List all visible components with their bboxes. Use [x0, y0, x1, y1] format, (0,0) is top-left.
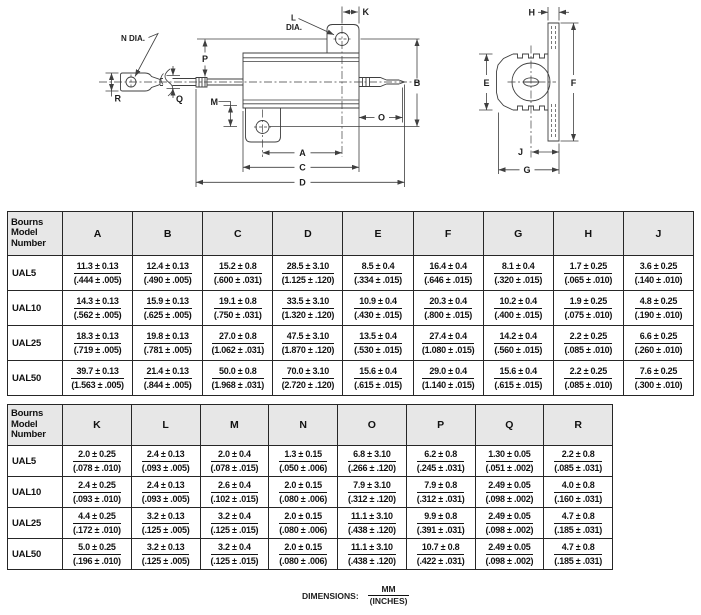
- dim-label-q: Q: [176, 94, 184, 104]
- column-header-f: F: [413, 212, 483, 256]
- dim-cell-e-ual10: $\frac{10.9 \pm 0.4}{(.430 \pm .015)}$: [343, 291, 413, 326]
- dim-label-c: C: [299, 162, 306, 173]
- dim-cell-f-ual5: $\frac{16.4 \pm 0.4}{(.646 \pm .015)}$: [413, 256, 483, 291]
- table1: [7, 211, 694, 396]
- dim-cell-l-ual5: $\frac{2.4 \pm 0.13}{(.093 \pm .005)}$: [131, 446, 200, 477]
- dim-cell-n-ual25: $\frac{2.0 \pm 0.15}{(.080 \pm .006)}$: [269, 508, 338, 539]
- dim-cell-r-ual50: $\frac{4.7 \pm 0.8}{(.185 \pm .031)}$: [544, 539, 613, 570]
- column-header-o: O: [338, 405, 407, 446]
- dim-label-b: B: [413, 78, 421, 88]
- units-mm: MM: [381, 584, 396, 594]
- table-row-ual5: [8, 256, 694, 291]
- dim-cell-e-ual5: $\frac{8.5 \pm 0.4}{(.334 \pm .015)}$: [343, 256, 413, 291]
- dim-label-h: H: [528, 7, 535, 18]
- dim-cell-l-ual10: $\frac{2.4 \pm 0.13}{(.093 \pm .005)}$: [131, 477, 200, 508]
- dim-cell-b-ual5: $\frac{12.4 \pm 0.13}{(.490 \pm .005)}$: [133, 256, 203, 291]
- dim-label-o: O: [377, 112, 386, 123]
- dimensions-note: [302, 585, 409, 607]
- table-row-ual10: [8, 477, 613, 508]
- dim-cell-b-ual25: $\frac{19.8 \pm 0.13}{(.781 \pm .005)}$: [133, 326, 203, 361]
- column-header-h: H: [553, 212, 623, 256]
- dim-cell-r-ual5: $\frac{2.2 \pm 0.8}{(.085 \pm .031)}$: [544, 446, 613, 477]
- dim-cell-j-ual10: $\frac{4.8 \pm 0.25}{(.190 \pm .010)}$: [623, 291, 693, 326]
- dim-label-m: M: [210, 97, 218, 107]
- l-dia-leader: [299, 19, 335, 35]
- dim-cell-b-ual50: $\frac{21.4 \pm 0.13}{(.844 \pm .005)}$: [133, 361, 203, 396]
- dim-label-n-dia: N DIA.: [121, 34, 145, 43]
- dim-cell-l-ual25: $\frac{3.2 \pm 0.13}{(.125 \pm .005)}$: [131, 508, 200, 539]
- column-header-q: Q: [475, 405, 544, 446]
- dim-cell-n-ual10: $\frac{2.0 \pm 0.15}{(.080 \pm .006)}$: [269, 477, 338, 508]
- dim-cell-c-ual25: $\frac{27.0 \pm 0.8}{(1.062 \pm .031)}$: [203, 326, 273, 361]
- dim-cell-k-ual25: $\frac{4.4 \pm 0.25}{(.172 \pm .010)}$: [63, 508, 132, 539]
- dim-cell-q-ual5: $\frac{1.30 \pm 0.05}{(.051 \pm .002)}$: [475, 446, 544, 477]
- dim-cell-d-ual50: $\frac{70.0 \pm 3.10}{(2.720 \pm .120)}$: [273, 361, 343, 396]
- column-header-b: B: [133, 212, 203, 256]
- dim-label-l-dia: DIA.: [286, 23, 302, 32]
- column-header-p: P: [406, 405, 475, 446]
- dim-cell-g-ual10: $\frac{10.2 \pm 0.4}{(.400 \pm .015)}$: [483, 291, 553, 326]
- dim-cell-p-ual50: $\frac{10.7 \pm 0.8}{(.422 \pm .031)}$: [406, 539, 475, 570]
- dim-cell-f-ual25: $\frac{27.4 \pm 0.4}{(1.080 \pm .015)}$: [413, 326, 483, 361]
- dim-label-k: K: [362, 7, 369, 18]
- dimensions-label: DIMENSIONS:: [302, 590, 359, 601]
- dim-cell-j-ual5: $\frac{3.6 \pm 0.25}{(.140 \pm .010)}$: [623, 256, 693, 291]
- column-header-g: G: [483, 212, 553, 256]
- dim-cell-o-ual25: $\frac{11.1 \pm 3.10}{(.438 \pm .120)}$: [338, 508, 407, 539]
- model-label: UAL25: [8, 326, 63, 361]
- top-mounting-tab: [327, 25, 359, 54]
- column-header-e: E: [343, 212, 413, 256]
- dim-label-l: L: [291, 13, 296, 23]
- dim-cell-m-ual5: $\frac{2.0 \pm 0.4}{(.078 \pm .015)}$: [200, 446, 269, 477]
- table-row-ual10: [8, 291, 694, 326]
- dim-cell-m-ual25: $\frac{3.2 \pm 0.4}{(.125 \pm .015)}$: [200, 508, 269, 539]
- dim-cell-g-ual50: $\frac{15.6 \pm 0.4}{(.615 \pm .015)}$: [483, 361, 553, 396]
- column-header-l: L: [131, 405, 200, 446]
- finned-top-edge: [513, 54, 548, 58]
- mechanical-drawing: [0, 0, 701, 205]
- dim-label-f: F: [570, 77, 577, 88]
- dimension-table-a-j: [7, 211, 694, 396]
- dim-cell-k-ual10: $\frac{2.4 \pm 0.25}{(.093 \pm .010)}$: [63, 477, 132, 508]
- dim-label-r: R: [114, 93, 121, 104]
- model-label: UAL25: [8, 508, 63, 539]
- dim-cell-g-ual5: $\frac{8.1 \pm 0.4}{(.320 \pm .015)}$: [483, 256, 553, 291]
- column-header-c: C: [203, 212, 273, 256]
- bottom-mounting-tab: [246, 108, 281, 142]
- table-row-ual25: [8, 326, 694, 361]
- dim-cell-k-ual5: $\frac{2.0 \pm 0.25}{(.078 \pm .010)}$: [63, 446, 132, 477]
- column-header-r: R: [544, 405, 613, 446]
- dim-cell-a-ual5: $\frac{11.3 \pm 0.13}{(.444 \pm .005)}$: [63, 256, 133, 291]
- model-label: UAL10: [8, 477, 63, 508]
- table-row-ual5: [8, 446, 613, 477]
- terminal-lug-view: [99, 34, 420, 127]
- dim-cell-a-ual50: $\frac{39.7 \pm 0.13}{(1.563 \pm .005)}$: [63, 361, 133, 396]
- dim-cell-a-ual25: $\frac{18.3 \pm 0.13}{(.719 \pm .005)}$: [63, 326, 133, 361]
- dim-cell-q-ual25: $\frac{2.49 \pm 0.05}{(.098 \pm .002)}$: [475, 508, 544, 539]
- dim-cell-d-ual10: $\frac{33.5 \pm 3.10}{(1.320 \pm .120)}$: [273, 291, 343, 326]
- dim-cell-c-ual5: $\frac{15.2 \pm 0.8}{(.600 \pm .031)}$: [203, 256, 273, 291]
- dim-cell-h-ual25: $\frac{2.2 \pm 0.25}{(.085 \pm .010)}$: [553, 326, 623, 361]
- dim-cell-d-ual25: $\frac{47.5 \pm 3.10}{(1.870 \pm .120)}$: [273, 326, 343, 361]
- dim-label-d: D: [299, 177, 306, 188]
- dim-cell-p-ual10: $\frac{7.9 \pm 0.8}{(.312 \pm .031)}$: [406, 477, 475, 508]
- dim-label-p: P: [201, 54, 209, 64]
- dim-cell-k-ual50: $\frac{5.0 \pm 0.25}{(.196 \pm .010)}$: [63, 539, 132, 570]
- dim-cell-q-ual50: $\frac{2.49 \pm 0.05}{(.098 \pm .002)}$: [475, 539, 544, 570]
- dim-cell-f-ual10: $\frac{20.3 \pm 0.4}{(.800 \pm .015)}$: [413, 291, 483, 326]
- dim-cell-m-ual10: $\frac{2.6 \pm 0.4}{(.102 \pm .015)}$: [200, 477, 269, 508]
- dimension-table-k-r: [7, 404, 613, 570]
- dim-cell-h-ual50: $\frac{2.2 \pm 0.25}{(.085 \pm .010)}$: [553, 361, 623, 396]
- dim-cell-f-ual50: $\frac{29.0 \pm 0.4}{(1.140 \pm .015)}$: [413, 361, 483, 396]
- dim-cell-r-ual10: $\frac{4.0 \pm 0.8}{(.160 \pm .031)}$: [544, 477, 613, 508]
- table-row-ual25: [8, 508, 613, 539]
- dim-cell-c-ual10: $\frac{19.1 \pm 0.8}{(.750 \pm .031)}$: [203, 291, 273, 326]
- units-inches: (INCHES): [369, 595, 408, 606]
- table-row-ual50: [8, 539, 613, 570]
- dim-cell-n-ual5: $\frac{1.3 \pm 0.15}{(.050 \pm .006)}$: [269, 446, 338, 477]
- model-label: UAL50: [8, 361, 63, 396]
- dim-label-a: A: [299, 148, 306, 158]
- model-label: UAL50: [8, 539, 63, 570]
- dim-cell-d-ual5: $\frac{28.5 \pm 3.10}{(1.125 \pm .120)}$: [273, 256, 343, 291]
- dim-cell-o-ual10: $\frac{7.9 \pm 3.10}{(.312 \pm .120)}$: [338, 477, 407, 508]
- dim-cell-p-ual25: $\frac{9.9 \pm 0.8}{(.391 \pm .031)}$: [406, 508, 475, 539]
- column-header-d: D: [273, 212, 343, 256]
- dim-cell-a-ual10: $\frac{14.3 \pm 0.13}{(.562 \pm .005)}$: [63, 291, 133, 326]
- dim-cell-r-ual25: $\frac{4.7 \pm 0.8}{(.185 \pm .031)}$: [544, 508, 613, 539]
- dim-cell-o-ual50: $\frac{11.1 \pm 3.10}{(.438 \pm .120)}$: [338, 539, 407, 570]
- dim-cell-q-ual10: $\frac{2.49 \pm 0.05}{(.098 \pm .002)}$: [475, 477, 544, 508]
- resistor-side-view: [196, 7, 421, 188]
- finned-bottom-edge: [513, 106, 548, 110]
- dim-cell-j-ual50: $\frac{7.6 \pm 0.25}{(.300 \pm .010)}$: [623, 361, 693, 396]
- dim-cell-o-ual5: $\frac{6.8 \pm 3.10}{(.266 \pm .120)}$: [338, 446, 407, 477]
- column-header-k: K: [63, 405, 132, 446]
- model-label: UAL10: [8, 291, 63, 326]
- dim-label-e: E: [483, 77, 490, 88]
- column-header-a: A: [63, 212, 133, 256]
- dim-cell-h-ual5: $\frac{1.7 \pm 0.25}{(.065 \pm .010)}$: [553, 256, 623, 291]
- end-view: [479, 7, 579, 175]
- lead-right: [359, 78, 405, 87]
- dim-cell-p-ual5: $\frac{6.2 \pm 0.8}{(.245 \pm .031)}$: [406, 446, 475, 477]
- dim-cell-b-ual10: $\frac{15.9 \pm 0.13}{(.625 \pm .005)}$: [133, 291, 203, 326]
- model-label: UAL5: [8, 446, 63, 477]
- dim-cell-g-ual25: $\frac{14.2 \pm 0.4}{(.560 \pm .015)}$: [483, 326, 553, 361]
- dim-cell-c-ual50: $\frac{50.0 \pm 0.8}{(1.968 \pm .031)}$: [203, 361, 273, 396]
- table-row-ual50: [8, 361, 694, 396]
- column-header-j: J: [623, 212, 693, 256]
- dim-label-g: G: [523, 164, 531, 175]
- column-header-n: N: [269, 405, 338, 446]
- dim-cell-h-ual10: $\frac{1.9 \pm 0.25}{(.075 \pm .010)}$: [553, 291, 623, 326]
- model-number-header: Bourns Model Number: [8, 405, 63, 446]
- column-header-m: M: [200, 405, 269, 446]
- dim-cell-l-ual50: $\frac{3.2 \pm 0.13}{(.125 \pm .005)}$: [131, 539, 200, 570]
- dim-label-j: J: [517, 147, 523, 157]
- dim-cell-m-ual50: $\frac{3.2 \pm 0.4}{(.125 \pm .015)}$: [200, 539, 269, 570]
- model-label: UAL5: [8, 256, 63, 291]
- dim-cell-e-ual50: $\frac{15.6 \pm 0.4}{(.615 \pm .015)}$: [343, 361, 413, 396]
- model-number-header: Bourns Model Number: [8, 212, 63, 256]
- dim-cell-n-ual50: $\frac{2.0 \pm 0.15}{(.080 \pm .006)}$: [269, 539, 338, 570]
- table2: [7, 404, 613, 570]
- break-symbol: [165, 69, 173, 96]
- dim-cell-e-ual25: $\frac{13.5 \pm 0.4}{(.530 \pm .015)}$: [343, 326, 413, 361]
- dim-cell-j-ual25: $\frac{6.6 \pm 0.25}{(.260 \pm .010)}$: [623, 326, 693, 361]
- units-fraction: [368, 585, 410, 607]
